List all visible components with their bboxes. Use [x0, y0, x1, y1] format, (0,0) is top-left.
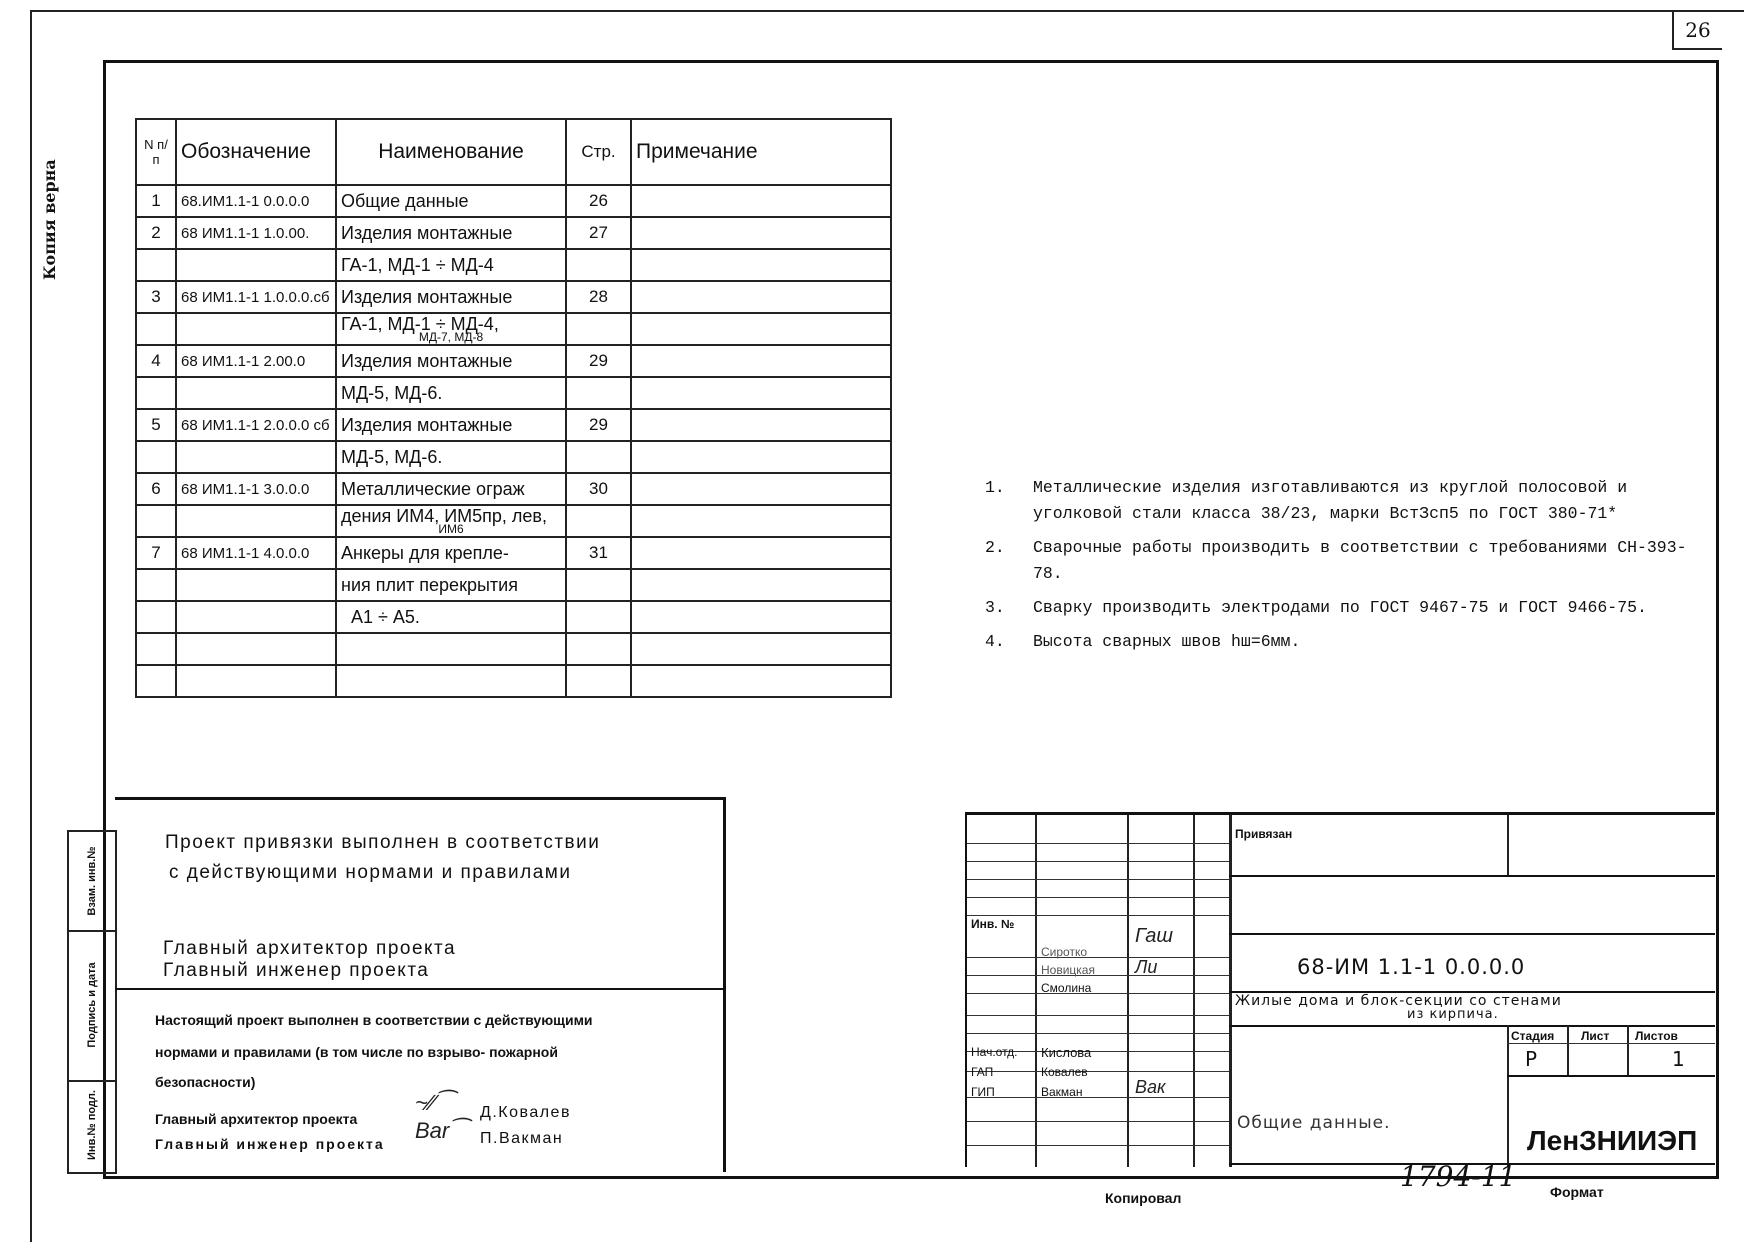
staff-name: Новицкая	[1041, 963, 1095, 977]
side-stamp-original-inv: Инв.№ подл.	[86, 1090, 98, 1160]
note-text: Сварку производить электродами по ГОСТ 9467-75 и ГОСТ 9466-75.	[1033, 598, 1647, 617]
table-row	[136, 569, 891, 601]
row-designation: 68.ИМ1.1-1 0.0.0.0	[176, 185, 336, 217]
table-row	[136, 313, 891, 345]
table-row	[136, 185, 891, 217]
row-note	[631, 217, 891, 249]
staff-role: ГАП	[971, 1065, 994, 1079]
row-name-subscript: МД-7, МД-8	[418, 330, 484, 344]
header-page: Стр.	[566, 119, 631, 185]
sheet-title: Общие данные.	[1237, 1113, 1391, 1133]
row-number: 6	[136, 473, 176, 505]
row-number: 4	[136, 345, 176, 377]
binding-line-2: с действующими нормами и правилами	[169, 862, 572, 883]
staff-name: Сиротко	[1041, 945, 1088, 959]
staff-role: Нач.отд.	[971, 1045, 1018, 1059]
row-name-continued: А1 ÷ А5.	[336, 601, 566, 633]
row-name: Общие данные	[336, 185, 566, 217]
row-page: 26	[566, 185, 631, 217]
row-name: Анкеры для крепле-	[336, 537, 566, 569]
binding-chief-architect: Главный архитектор проекта	[163, 938, 457, 959]
drawing-designation: 68-ИМ 1.1-1 0.0.0.0	[1297, 955, 1526, 979]
row-name-continued: МД-5, МД-6.	[336, 377, 566, 409]
stage-value: Р	[1525, 1047, 1539, 1071]
archive-number: 1794-11	[1400, 1160, 1517, 1193]
side-stamp-signature-date: Подпись и дата	[86, 962, 98, 1048]
binding-block	[115, 797, 726, 1172]
row-note	[631, 185, 891, 217]
table-row	[136, 441, 891, 473]
format-label: Формат	[1550, 1184, 1604, 1200]
sheets-value: 1	[1672, 1047, 1686, 1071]
row-number: 3	[136, 281, 176, 313]
staff-signature: Вак	[1135, 1077, 1166, 1097]
table-row	[136, 537, 891, 569]
header-note: Примечание	[631, 119, 891, 185]
binding-divider	[115, 988, 723, 990]
table-row	[136, 249, 891, 281]
copied-label: Копировал	[1105, 1190, 1182, 1206]
row-name: Изделия монтажные	[336, 281, 566, 313]
table-row	[136, 505, 891, 537]
note-item	[985, 475, 1705, 527]
staff-role: ГИП	[971, 1085, 995, 1099]
row-number: 1	[136, 185, 176, 217]
sheet-list-table	[135, 118, 892, 698]
table-row-empty	[136, 633, 891, 665]
staff-signature: Ли	[1135, 957, 1158, 977]
note-number: 2.	[985, 538, 1005, 557]
certification-line-1: Настоящий проект выполнен в соответствии с действующими	[155, 1012, 593, 1028]
stage-label: Стадия	[1511, 1029, 1555, 1043]
row-designation: 68 ИМ1.1-1 1.0.0.0.сб	[176, 281, 336, 313]
note-number: 3.	[985, 598, 1005, 617]
object-name-line-1: Жилые дома и блок-секции со стенами	[1235, 993, 1562, 1009]
table-header-row	[136, 119, 891, 185]
row-page: 28	[566, 281, 631, 313]
row-page: 29	[566, 345, 631, 377]
header-designation: Обозначение	[176, 119, 336, 185]
staff-name: Вакман	[1041, 1085, 1083, 1099]
header-no: N п/п	[136, 119, 176, 185]
sheet-label: Лист	[1581, 1029, 1610, 1043]
certification-architect-label: Главный архитектор проекта	[155, 1111, 358, 1127]
row-page: 27	[566, 217, 631, 249]
staff-name: Кислова	[1041, 1045, 1092, 1060]
table-row	[136, 473, 891, 505]
certification-line-3: безопасности)	[155, 1074, 256, 1090]
row-note	[631, 345, 891, 377]
staff-name: Ковалев	[1041, 1065, 1088, 1079]
row-name: Изделия монтажные	[336, 409, 566, 441]
note-text: Металлические изделия изготавливаются из круглой полосовой и уголковой стали класса 38/23, марки ВстЗсп5 по ГОСТ 380-71*	[1033, 478, 1628, 523]
row-designation: 68 ИМ1.1-1 3.0.0.0	[176, 473, 336, 505]
certification-engineer-label: Главный инженер проекта	[155, 1136, 385, 1152]
row-name: Изделия монтажные	[336, 217, 566, 249]
row-name-subscript: ИМ6	[438, 522, 464, 536]
table-row	[136, 217, 891, 249]
architect-signature: ~∕∕⁀	[415, 1090, 453, 1115]
binding-chief-engineer: Главный инженер проекта	[163, 960, 430, 981]
header-name: Наименование	[336, 119, 566, 185]
row-number: 7	[136, 537, 176, 569]
row-designation: 68 ИМ1.1-1 2.00.0	[176, 345, 336, 377]
row-designation: 68 ИМ1.1-1 2.0.0.0 сб	[176, 409, 336, 441]
inv-no-label: Инв. №	[971, 917, 1015, 931]
certification-architect-name: Д.Ковалев	[480, 1104, 571, 1121]
object-name-line-2: из кирпича.	[1407, 1007, 1499, 1022]
row-page: 29	[566, 409, 631, 441]
engineer-signature: Ваr⁀	[415, 1118, 467, 1143]
side-stamp-replacement: Взам. инв.№	[86, 846, 98, 916]
row-note	[631, 409, 891, 441]
sheets-label: Листов	[1635, 1029, 1678, 1043]
table-row	[136, 377, 891, 409]
note-text: Сварочные работы производить в соответствии с требованиями СН-393-78.	[1033, 538, 1687, 583]
note-item	[985, 535, 1705, 587]
note-item	[985, 595, 1705, 621]
general-notes	[985, 475, 1705, 663]
row-name-continued: ГА-1, МД-1 ÷ МД-4	[336, 249, 566, 281]
title-block	[965, 812, 1715, 1167]
staff-signature: Гаш	[1135, 925, 1173, 947]
table-row	[136, 345, 891, 377]
table-row	[136, 409, 891, 441]
row-number: 5	[136, 409, 176, 441]
page-number: 26	[1672, 12, 1722, 50]
organization-name: ЛенЗНИИЭП	[1527, 1125, 1698, 1156]
copy-certified-label: Копия верна	[40, 159, 59, 280]
table-row-empty	[136, 665, 891, 697]
row-name-continued: МД-5, МД-6.	[336, 441, 566, 473]
certification-engineer-name: П.Вакман	[480, 1130, 564, 1147]
row-note	[631, 537, 891, 569]
certification-line-2: нормами и правилами (в том числе по взрыво- пожарной	[155, 1044, 558, 1060]
row-designation: 68 ИМ1.1-1 1.0.00.	[176, 217, 336, 249]
row-designation: 68 ИМ1.1-1 4.0.0.0	[176, 537, 336, 569]
note-item	[985, 629, 1705, 655]
row-name-continued: дения ИМ4, ИМ5пр, лев,	[341, 506, 547, 526]
staff-name: Смолина	[1041, 981, 1092, 995]
bound-label: Привязан	[1235, 827, 1293, 841]
row-name: Металлические ограж	[336, 473, 566, 505]
row-note	[631, 281, 891, 313]
row-name-continued: ГА-1, МД-1 ÷ МД-4,	[341, 314, 499, 334]
row-name: Изделия монтажные	[336, 345, 566, 377]
row-number: 2	[136, 217, 176, 249]
side-stamp	[67, 830, 117, 1174]
row-page: 30	[566, 473, 631, 505]
row-page: 31	[566, 537, 631, 569]
note-number: 1.	[985, 478, 1005, 497]
binding-line-1: Проект привязки выполнен в соответствии	[165, 832, 601, 853]
row-note	[631, 473, 891, 505]
table-row	[136, 601, 891, 633]
note-text: Высота сварных швов hш=6мм.	[1033, 632, 1301, 651]
table-row	[136, 281, 891, 313]
note-number: 4.	[985, 632, 1005, 651]
row-name-continued: ния плит перекрытия	[336, 569, 566, 601]
